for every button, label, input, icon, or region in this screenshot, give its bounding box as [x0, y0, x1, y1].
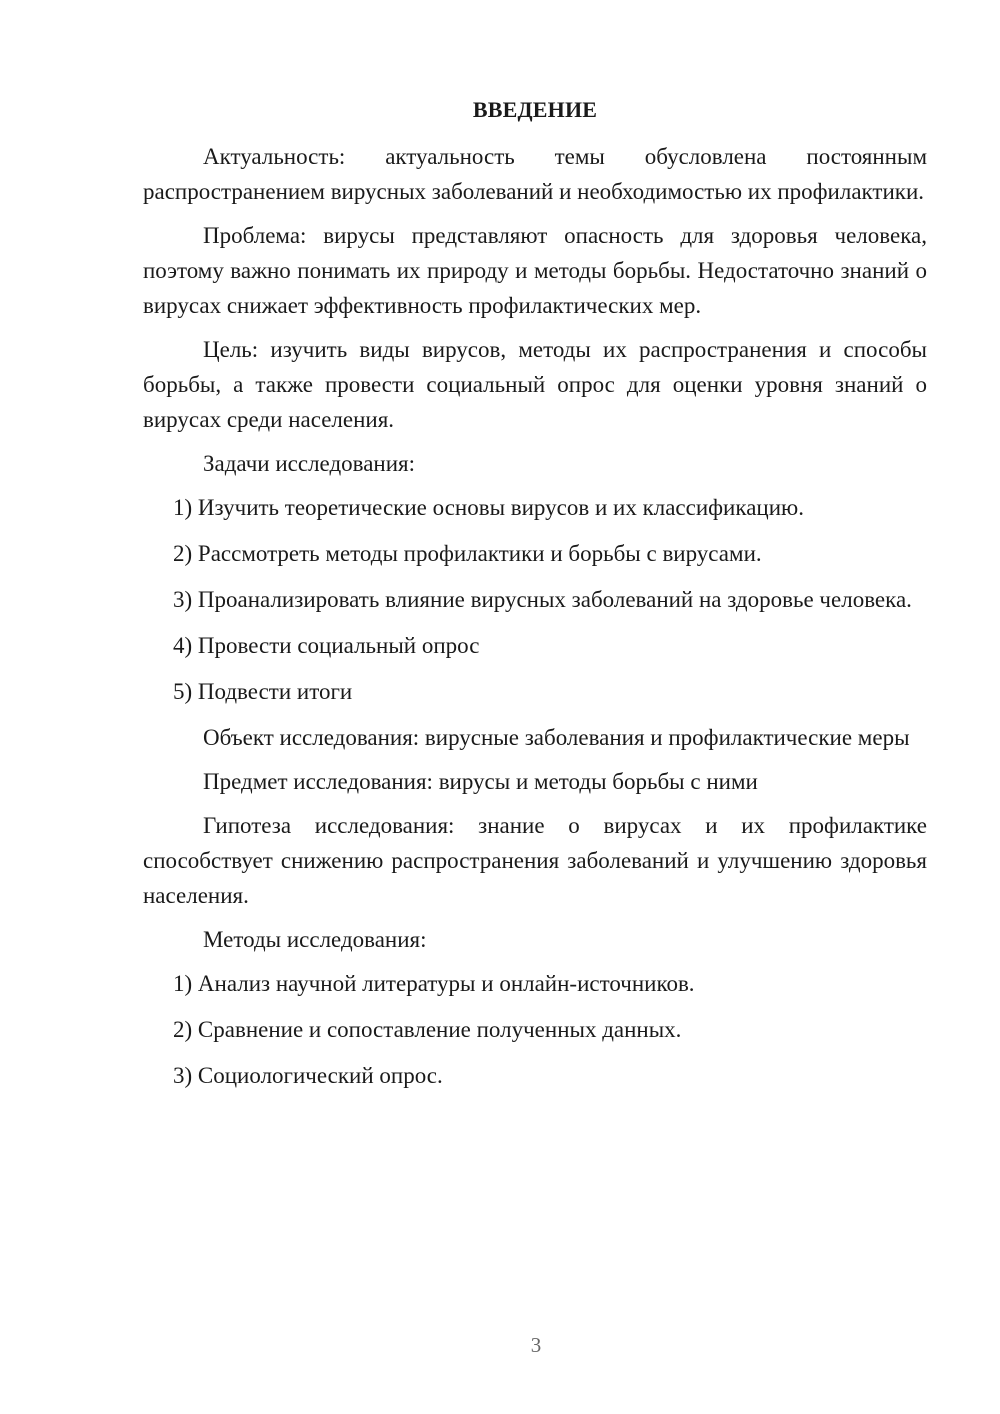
method-item-3: 3) Социологический опрос.	[173, 1063, 443, 1088]
goal-paragraph: Цель: изучить виды вирусов, методы их распространения и способы борьбы, а также провести социальный опрос для оценки уровня знаний о вирусах среди населения.	[143, 337, 927, 432]
methods-heading: Методы исследования:	[203, 927, 427, 952]
tasks-heading: Задачи исследования:	[203, 451, 416, 476]
problem-paragraph: Проблема: вирусы представляют опасность для здоровья человека, поэтому важно понимать их природу и методы борьбы. Недостаточно знаний о вирусах снижает эффективность профилактических мер.	[143, 223, 927, 318]
object-paragraph: Объект исследования: вирусные заболевания и профилактические меры	[203, 725, 910, 750]
task-item-2: 2) Рассмотреть методы профилактики и борьбы с вирусами.	[173, 541, 762, 566]
method-item-1: 1) Анализ научной литературы и онлайн-источников.	[173, 971, 695, 996]
relevance-paragraph: Актуальность: актуальность темы обусловлена постоянным распространением вирусных заболеваний и необходимостью их профилактики.	[143, 144, 927, 204]
task-item-4: 4) Провести социальный опрос	[173, 633, 480, 658]
hypothesis-paragraph: Гипотеза исследования: знание о вирусах и их профилактике способствует снижению распространения заболеваний и улучшению здоровья населения.	[143, 813, 927, 908]
task-item-1: 1) Изучить теоретические основы вирусов и их классификацию.	[173, 495, 804, 520]
page-title: ВВЕДЕНИЕ	[472, 97, 598, 122]
task-item-3: 3) Проанализировать влияние вирусных заболеваний на здоровье человека.	[173, 587, 912, 612]
page-content	[143, 94, 927, 1104]
subject-paragraph: Предмет исследования: вирусы и методы борьбы с ними	[203, 769, 758, 794]
method-item-2: 2) Сравнение и сопоставление полученных данных.	[173, 1017, 682, 1042]
page-number: 3	[530, 1333, 542, 1357]
task-item-5: 5) Подвести итоги	[173, 679, 353, 704]
